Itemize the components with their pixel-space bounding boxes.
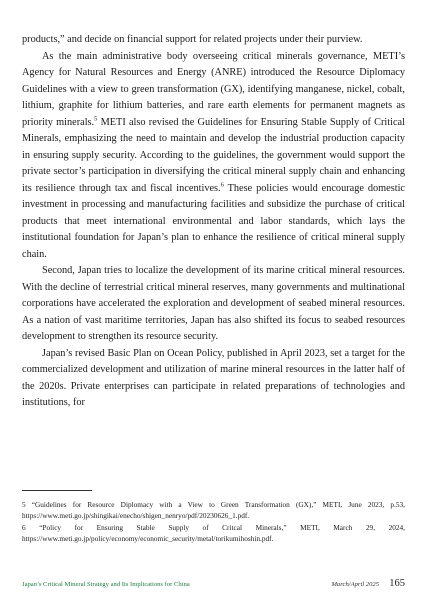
paragraph (22, 49, 405, 264)
paragraph (22, 263, 405, 346)
footnote-ref: 5 (94, 115, 98, 123)
issue-date: March/April 2025 (331, 581, 379, 588)
running-footer-title: Japan’s Critical Mineral Strategy and Its Implications for China (22, 581, 190, 588)
page-number: 165 (389, 578, 405, 589)
paragraph (22, 346, 405, 412)
text-segment: Japan’s revised Basic Plan on Ocean Policy, published in April 2023, set a target for the commercialized development and utilization of marine mineral resources in the latter half of the 2020s. Private enterprises can participate in related preparations of technologies and institutions, for (22, 347, 405, 408)
footnotes (22, 499, 405, 545)
text-segment: Second, Japan tries to localize the development of its marine critical mineral resources. With the decline of terrestrial critical mineral reserves, many governments and multinational corporations have accelerated the exploration and development of seabed mineral resources. As a nation of vast maritime territories, Japan has also shifted its focus to seabed resources development to strengthen its resource security. (22, 265, 405, 342)
text-segment: products,” and decide on financial support for related projects under their purview. (22, 34, 363, 45)
text-segment: As the main administrative body overseeing critical minerals governance, METI’s Agency for Natural Resources and Energy (ANRE) introduced the Resource Diplomacy Guidelines with a view to green transformation (GX), identifying manganese, nickel, cobalt, lithium, graphite for lithium batteries, and rare earth elements for permanent magnets as priority minerals. (22, 50, 405, 128)
running-footer (22, 579, 405, 593)
footnote-separator (22, 490, 92, 491)
text-segment: These policies would encourage domestic investment in processing and manufacturing facilities and subsidize the purchase of critical products that meet international environmental and labor standards, which lays the institutional foundation for Japan’s plan to enhance the resilience of critical mineral supply chain. (22, 182, 406, 260)
paragraph (22, 32, 405, 49)
footnote: 6 “Policy for Ensuring Stable Supply of Critcal Minerals,” METI, March 29, 2024, https://www.meti.go.jp/policy/economy/economic_security/metal/torikumihoshin.pdf. (22, 523, 405, 543)
footnote: 5 “Guidelines for Resource Diplomacy with a View to Green Transformation (GX),” METI, June 2023, p.53, https://www.meti.go.jp/shingikai/enecho/shigen_nenryo/pdf/20230626_1.pdf. (22, 500, 405, 520)
text-segment: METI also revised the Guidelines for Ensuring Stable Supply of Critical Minerals, emphasizing the need to maintain and develop the industrial production capacity in ensuring supply security. According to the guidelines, the government would support the private sector’s participation in diversifying the critical mineral supply chain and enhancing its resilience through tax and fiscal incentives. (22, 116, 405, 194)
footnote-ref: 6 (220, 181, 224, 189)
body-text (22, 32, 405, 412)
